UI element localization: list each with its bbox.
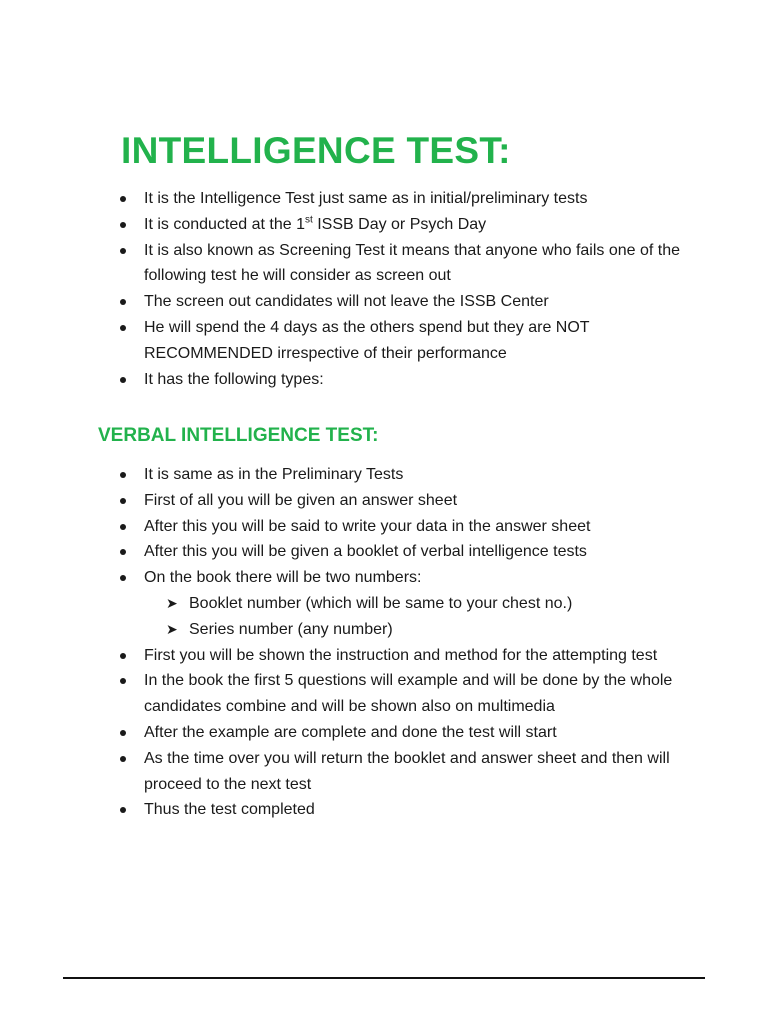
sub-list-item xyxy=(0,591,768,617)
bullet-dot-icon xyxy=(120,498,126,504)
sub-list-item-text: Booklet number (which will be same to your chest no.) xyxy=(189,594,573,612)
bullet-dot-icon xyxy=(120,524,126,530)
arrowhead-icon: ➤ xyxy=(166,620,178,637)
bullet-dot-icon xyxy=(120,472,126,478)
bullet-dot-icon xyxy=(120,325,126,331)
section-heading: VERBAL INTELLIGENCE TEST: xyxy=(98,425,379,446)
list-item-text: Thus the test completed xyxy=(144,801,315,819)
list-item-text: It is the Intelligence Test just same as in initial/preliminary tests xyxy=(144,190,588,207)
list-item-text: It is conducted at the 1 xyxy=(144,215,305,233)
list-item xyxy=(0,212,768,238)
list-item-text: The screen out candidates will not leave the ISSB Center xyxy=(144,293,549,311)
bullet-dot-icon xyxy=(120,807,126,813)
list-item-text: After this you will be said to write your data in the answer sheet xyxy=(144,517,591,535)
list-item-text: In the book the first 5 questions will example and will be done by the whole candidates combine and will be shown also on multimedia xyxy=(144,672,673,716)
list-item xyxy=(0,668,768,720)
list-item xyxy=(0,514,768,540)
list-item xyxy=(0,720,768,746)
list-item xyxy=(0,746,768,798)
bullet-dot-icon xyxy=(120,299,126,305)
list-item-text: As the time over you will return the booklet and answer sheet and then will proceed to the next test xyxy=(144,749,670,793)
bullet-dot-icon xyxy=(120,575,126,581)
list-item-text: After this you will be given a booklet of verbal intelligence tests xyxy=(144,543,587,561)
arrowhead-icon: ➤ xyxy=(166,594,178,611)
list-item xyxy=(0,797,768,823)
list-item-text: On the book there will be two numbers: xyxy=(144,569,422,587)
list-item-text: It is also known as Screening Test it means that anyone who fails one of the following test he will consider as screen out xyxy=(144,241,681,285)
list-item-text: It has the following types: xyxy=(144,370,324,388)
list-item xyxy=(0,289,768,315)
verbal-bullet-list xyxy=(0,462,768,823)
list-item xyxy=(0,539,768,565)
list-item xyxy=(0,643,768,669)
bullet-dot-icon xyxy=(120,196,126,202)
bullet-dot-icon xyxy=(120,678,126,684)
list-item-text: First of all you will be given an answer sheet xyxy=(144,491,458,509)
list-item xyxy=(0,462,768,488)
bullet-dot-icon xyxy=(120,377,126,383)
footer-divider xyxy=(63,977,705,979)
page-title: INTELLIGENCE TEST: xyxy=(121,130,511,171)
ordinal-superscript: st xyxy=(305,214,313,226)
intro-bullet-list xyxy=(0,186,768,392)
list-item xyxy=(0,367,768,393)
bullet-dot-icon xyxy=(120,756,126,762)
list-item-text: After the example are complete and done the test will start xyxy=(144,723,557,741)
list-item-text: First you will be shown the instruction and method for the attempting test xyxy=(144,646,658,664)
list-item-text: ISSB Day or Psych Day xyxy=(312,215,487,233)
list-item xyxy=(0,238,768,290)
list-item xyxy=(0,315,768,367)
bullet-dot-icon xyxy=(120,248,126,254)
bullet-dot-icon xyxy=(120,653,126,659)
sub-list-item-text: Series number (any number) xyxy=(189,620,393,638)
list-item xyxy=(0,565,768,591)
bullet-dot-icon xyxy=(120,549,126,555)
bullet-dot-icon xyxy=(120,730,126,736)
list-item xyxy=(0,186,768,212)
bullet-dot-icon xyxy=(120,222,126,228)
list-item-text: He will spend the 4 days as the others spend but they are NOT RECOMMENDED irrespective of their performance xyxy=(144,318,590,362)
sub-list-item xyxy=(0,617,768,643)
list-item xyxy=(0,488,768,514)
list-item-text: It is same as in the Preliminary Tests xyxy=(144,466,404,483)
